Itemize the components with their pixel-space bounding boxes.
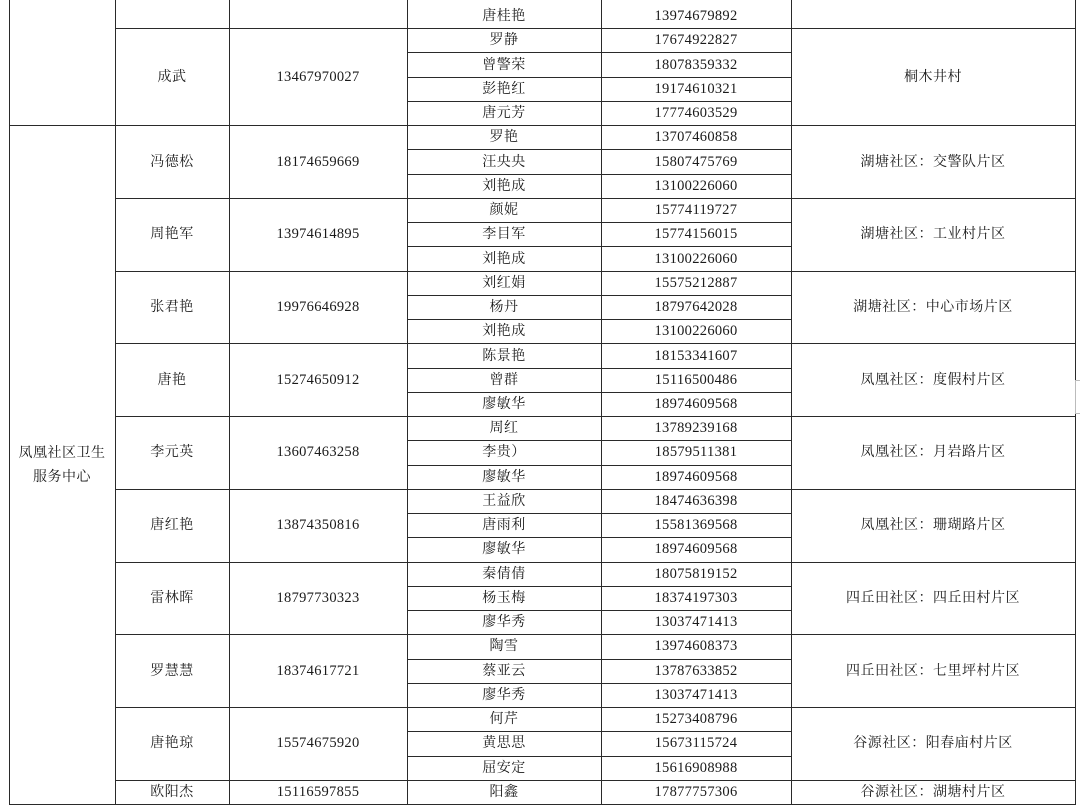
contact-row-divider [407,659,792,660]
contact-name: 廖敏华 [482,395,526,412]
contact-name: 李贵） [482,444,526,461]
area-cell: 湖塘社区：交警队片区 [860,153,1006,170]
contact-phone: 15616908988 [654,759,738,776]
contact-phone: 17774603529 [654,105,738,122]
contact-phone: 13789239168 [654,420,738,437]
contact-phone: 19174610321 [654,80,738,97]
contact-phone: 15673115724 [654,735,738,752]
person-name: 冯德松 [150,153,194,170]
contact-name: 秦倩倩 [482,565,526,582]
contact-row-divider [407,77,792,78]
contact-phone: 15774119727 [654,202,738,219]
contact-name: 黄思思 [482,735,526,752]
contact-name: 蔡亚云 [482,662,526,679]
person-name: 成武 [157,68,187,85]
contact-phone: 15273408796 [654,711,738,728]
contact-name: 唐雨利 [482,517,526,534]
person-name: 雷林晖 [150,589,194,606]
contact-row-divider [407,392,792,393]
person-phone: 13467970027 [276,68,360,85]
person-phone: 18174659669 [276,153,360,170]
person-name: 周艳军 [150,226,194,243]
contact-row-divider [407,174,792,175]
contact-phone: 18974609568 [654,395,738,412]
area-cell: 凤凰社区：月岩路片区 [860,444,1006,461]
unit-cell: 凤凰社区卫生服务中心 [18,444,106,485]
contact-phone: 15807475769 [654,153,738,170]
contact-phone: 13037471413 [654,614,738,631]
contact-phone: 18474636398 [654,492,738,509]
contact-name: 李目军 [482,226,526,243]
contact-row-divider [407,513,792,514]
area-cell: 谷源社区：湖塘村片区 [860,783,1006,800]
person-phone: 13874350816 [276,517,360,534]
contact-phone: 17674922827 [654,32,738,49]
contact-phone: 18974609568 [654,468,738,485]
contact-phone: 15581369568 [654,517,738,534]
person-name [115,4,229,28]
contact-name: 刘艳成 [482,250,526,267]
person-phone: 15274650912 [276,371,360,388]
contact-phone: 13100226060 [654,177,738,194]
person-phone: 19976646928 [276,299,360,316]
contact-name: 廖华秀 [482,686,526,703]
unit-cell [9,4,115,125]
area-cell: 湖塘社区：工业村片区 [860,226,1006,243]
contact-name: 周红 [489,420,519,437]
contact-row-divider [407,537,792,538]
contact-row-divider [407,101,792,102]
contact-row-divider [407,586,792,587]
contact-name: 罗静 [489,32,519,49]
contact-name: 廖华秀 [482,614,526,631]
contact-row-divider [407,731,792,732]
area-cell: 四丘田社区：四丘田村片区 [846,589,1020,606]
person-phone: 13974614895 [276,226,360,243]
person-name: 唐艳 [157,371,187,388]
contact-phone: 17877757306 [654,783,738,800]
person-phone: 18374617721 [276,662,360,679]
contact-phone: 15575212887 [654,274,738,291]
contact-row-divider [407,149,792,150]
page-edge-marker [1075,380,1080,414]
contact-phone: 13787633852 [654,662,738,679]
contact-phone: 18078359332 [654,56,738,73]
person-name: 张君艳 [150,299,194,316]
contact-name: 彭艳红 [482,80,526,97]
contact-name: 王益欣 [482,492,526,509]
contact-row-divider [407,683,792,684]
contact-name: 刘艳成 [482,177,526,194]
contact-row-divider [407,295,792,296]
area-cell: 凤凰社区：珊瑚路片区 [860,517,1006,534]
contact-phone: 18075819152 [654,565,738,582]
person-phone: 15116597855 [276,783,360,800]
contact-phone: 15116500486 [654,371,738,388]
contact-phone: 18974609568 [654,541,738,558]
contact-phone: 13707460858 [654,129,738,146]
contact-name: 阳鑫 [489,783,519,800]
contact-phone: 13100226060 [654,323,738,340]
area-cell: 谷源社区：阳春庙村片区 [853,735,1013,752]
contact-name: 曾群 [489,371,519,388]
contact-row-divider [407,246,792,247]
contact-name: 杨丹 [489,299,519,316]
contact-name: 唐元芳 [482,105,526,122]
person-phone: 18797730323 [276,589,360,606]
contact-row-divider [407,319,792,320]
contact-name: 曾警荣 [482,56,526,73]
contact-name: 陈景艳 [482,347,526,364]
area-cell: 四丘田社区：七里坪村片区 [846,662,1020,679]
person-phone: 15574675920 [276,735,360,752]
group-row-divider [9,804,1076,805]
contact-row-divider [407,756,792,757]
person-phone: 13607463258 [276,444,360,461]
area-cell: 湖塘社区：中心市场片区 [853,299,1013,316]
contact-row-divider [407,222,792,223]
contact-name: 廖敏华 [482,468,526,485]
person-name: 罗慧慧 [150,662,194,679]
contact-name: 颜妮 [489,202,519,219]
contact-phone: 13974679892 [654,8,738,25]
contact-phone: 18797642028 [654,299,738,316]
contact-phone: 13100226060 [654,250,738,267]
person-name: 唐红艳 [150,517,194,534]
contact-row-divider [407,610,792,611]
person-name: 李元英 [150,444,194,461]
contact-name: 汪央央 [482,153,526,170]
contact-name: 屈安定 [482,759,526,776]
contact-phone: 18153341607 [654,347,738,364]
contact-name: 陶雪 [489,638,519,655]
person-name: 欧阳杰 [150,783,194,800]
contact-name: 罗艳 [489,129,519,146]
contact-row-divider [407,368,792,369]
contact-name: 唐桂艳 [482,8,526,25]
person-phone [229,4,407,28]
contact-row-divider [407,465,792,466]
contact-phone: 18374197303 [654,589,738,606]
contact-phone: 13974608373 [654,638,738,655]
person-name: 唐艳琼 [150,735,194,752]
area-cell: 桐木井村 [904,68,962,85]
contact-phone: 13037471413 [654,686,738,703]
area-cell [791,4,1075,28]
contact-name: 廖敏华 [482,541,526,558]
contact-row-divider [407,440,792,441]
contact-name: 杨玉梅 [482,589,526,606]
contact-phone: 18579511381 [654,444,738,461]
contact-row-divider [407,52,792,53]
area-cell: 凤凰社区：度假村片区 [860,371,1006,388]
contact-name: 刘红娟 [482,274,526,291]
contact-name: 何芹 [489,711,519,728]
contact-name: 刘艳成 [482,323,526,340]
contact-phone: 15774156015 [654,226,738,243]
